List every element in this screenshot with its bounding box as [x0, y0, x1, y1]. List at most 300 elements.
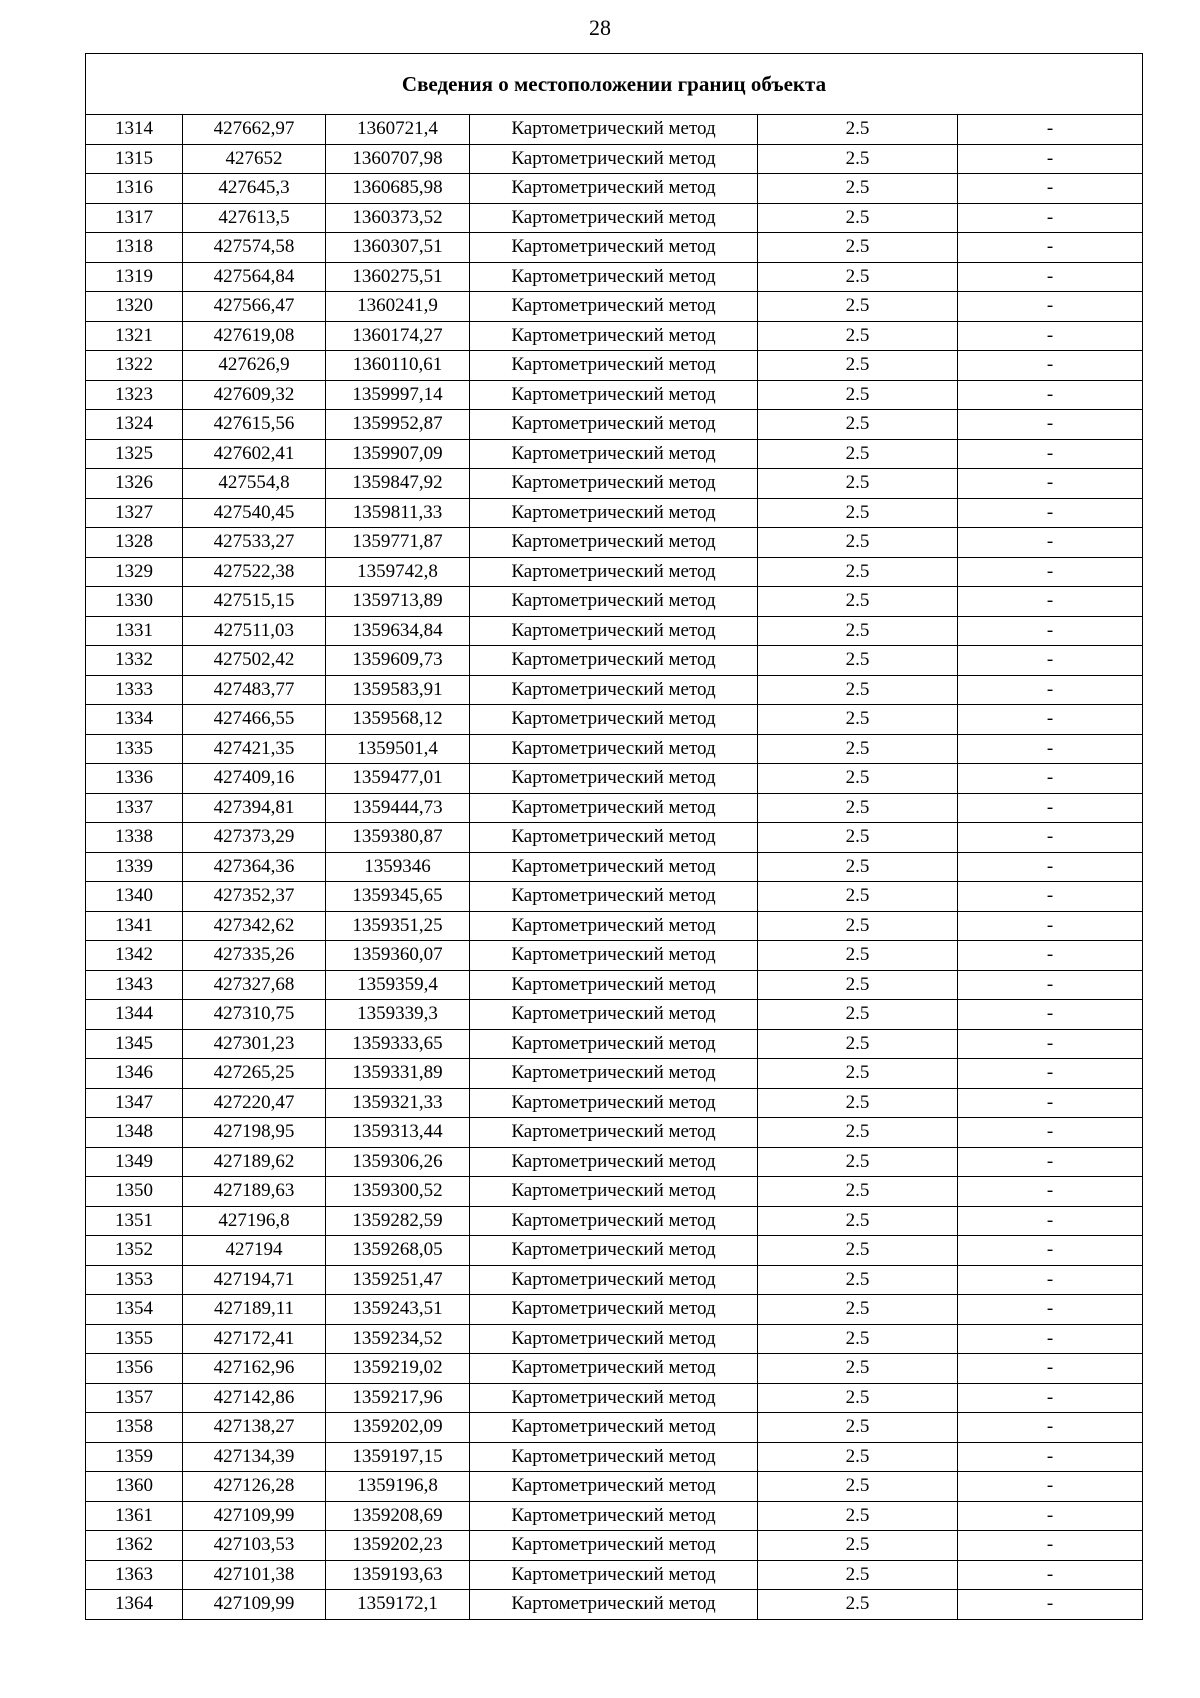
table-row — [86, 1295, 1143, 1325]
method-cell: Картометрический метод — [470, 705, 758, 735]
description-cell: - — [958, 1531, 1143, 1561]
method-cell: Картометрический метод — [470, 1472, 758, 1502]
description-cell: - — [958, 528, 1143, 558]
x-coordinate-cell: 427652 — [183, 144, 326, 174]
table-row — [86, 705, 1143, 735]
method-cell: Картометрический метод — [470, 793, 758, 823]
table-row — [86, 1413, 1143, 1443]
table-row — [86, 1324, 1143, 1354]
y-coordinate-cell: 1360373,52 — [326, 203, 470, 233]
description-cell: - — [958, 144, 1143, 174]
description-cell: - — [958, 1177, 1143, 1207]
description-cell: - — [958, 882, 1143, 912]
accuracy-cell: 2.5 — [758, 970, 958, 1000]
point-number-cell: 1356 — [86, 1354, 183, 1384]
point-number-cell: 1364 — [86, 1590, 183, 1620]
accuracy-cell: 2.5 — [758, 1442, 958, 1472]
table-row — [86, 410, 1143, 440]
table-row — [86, 1265, 1143, 1295]
description-cell: - — [958, 262, 1143, 292]
description-cell: - — [958, 1501, 1143, 1531]
y-coordinate-cell: 1359219,02 — [326, 1354, 470, 1384]
table-row — [86, 528, 1143, 558]
y-coordinate-cell: 1359359,4 — [326, 970, 470, 1000]
y-coordinate-cell: 1359331,89 — [326, 1059, 470, 1089]
description-cell: - — [958, 793, 1143, 823]
x-coordinate-cell: 427335,26 — [183, 941, 326, 971]
point-number-cell: 1320 — [86, 292, 183, 322]
description-cell: - — [958, 1088, 1143, 1118]
table-row — [86, 262, 1143, 292]
method-cell: Картометрический метод — [470, 1206, 758, 1236]
accuracy-cell: 2.5 — [758, 911, 958, 941]
point-number-cell: 1348 — [86, 1118, 183, 1148]
x-coordinate-cell: 427101,38 — [183, 1560, 326, 1590]
accuracy-cell: 2.5 — [758, 380, 958, 410]
point-number-cell: 1360 — [86, 1472, 183, 1502]
method-cell: Картометрический метод — [470, 439, 758, 469]
x-coordinate-cell: 427109,99 — [183, 1501, 326, 1531]
point-number-cell: 1328 — [86, 528, 183, 558]
y-coordinate-cell: 1359251,47 — [326, 1265, 470, 1295]
x-coordinate-cell: 427645,3 — [183, 174, 326, 204]
y-coordinate-cell: 1360721,4 — [326, 115, 470, 145]
table-row — [86, 439, 1143, 469]
point-number-cell: 1342 — [86, 941, 183, 971]
description-cell: - — [958, 852, 1143, 882]
accuracy-cell: 2.5 — [758, 262, 958, 292]
table-row — [86, 292, 1143, 322]
table-row — [86, 587, 1143, 617]
point-number-cell: 1363 — [86, 1560, 183, 1590]
point-number-cell: 1315 — [86, 144, 183, 174]
point-number-cell: 1361 — [86, 1501, 183, 1531]
table-row — [86, 144, 1143, 174]
table-row — [86, 1088, 1143, 1118]
accuracy-cell: 2.5 — [758, 1590, 958, 1620]
table-row — [86, 852, 1143, 882]
description-cell: - — [958, 675, 1143, 705]
x-coordinate-cell: 427566,47 — [183, 292, 326, 322]
accuracy-cell: 2.5 — [758, 1324, 958, 1354]
accuracy-cell: 2.5 — [758, 587, 958, 617]
point-number-cell: 1351 — [86, 1206, 183, 1236]
point-number-cell: 1332 — [86, 646, 183, 676]
x-coordinate-cell: 427194,71 — [183, 1265, 326, 1295]
x-coordinate-cell: 427394,81 — [183, 793, 326, 823]
method-cell: Картометрический метод — [470, 587, 758, 617]
method-cell: Картометрический метод — [470, 1295, 758, 1325]
y-coordinate-cell: 1359268,05 — [326, 1236, 470, 1266]
y-coordinate-cell: 1359321,33 — [326, 1088, 470, 1118]
accuracy-cell: 2.5 — [758, 439, 958, 469]
method-cell: Картометрический метод — [470, 911, 758, 941]
method-cell: Картометрический метод — [470, 1383, 758, 1413]
point-number-cell: 1343 — [86, 970, 183, 1000]
accuracy-cell: 2.5 — [758, 1059, 958, 1089]
x-coordinate-cell: 427662,97 — [183, 115, 326, 145]
method-cell: Картометрический метод — [470, 469, 758, 499]
y-coordinate-cell: 1359333,65 — [326, 1029, 470, 1059]
method-cell: Картометрический метод — [470, 1531, 758, 1561]
point-number-cell: 1319 — [86, 262, 183, 292]
method-cell: Картометрический метод — [470, 144, 758, 174]
description-cell: - — [958, 203, 1143, 233]
method-cell: Картометрический метод — [470, 528, 758, 558]
x-coordinate-cell: 427564,84 — [183, 262, 326, 292]
accuracy-cell: 2.5 — [758, 616, 958, 646]
point-number-cell: 1335 — [86, 734, 183, 764]
method-cell: Картометрический метод — [470, 616, 758, 646]
point-number-cell: 1344 — [86, 1000, 183, 1030]
point-number-cell: 1321 — [86, 321, 183, 351]
accuracy-cell: 2.5 — [758, 203, 958, 233]
x-coordinate-cell: 427126,28 — [183, 1472, 326, 1502]
x-coordinate-cell: 427103,53 — [183, 1531, 326, 1561]
method-cell: Картометрический метод — [470, 823, 758, 853]
y-coordinate-cell: 1359952,87 — [326, 410, 470, 440]
table-row — [86, 233, 1143, 263]
y-coordinate-cell: 1359345,65 — [326, 882, 470, 912]
x-coordinate-cell: 427619,08 — [183, 321, 326, 351]
y-coordinate-cell: 1359306,26 — [326, 1147, 470, 1177]
x-coordinate-cell: 427533,27 — [183, 528, 326, 558]
method-cell: Картометрический метод — [470, 882, 758, 912]
y-coordinate-cell: 1359713,89 — [326, 587, 470, 617]
table-row — [86, 498, 1143, 528]
y-coordinate-cell: 1360275,51 — [326, 262, 470, 292]
accuracy-cell: 2.5 — [758, 734, 958, 764]
description-cell: - — [958, 1413, 1143, 1443]
accuracy-cell: 2.5 — [758, 823, 958, 853]
x-coordinate-cell: 427483,77 — [183, 675, 326, 705]
description-cell: - — [958, 1295, 1143, 1325]
method-cell: Картометрический метод — [470, 1147, 758, 1177]
point-number-cell: 1330 — [86, 587, 183, 617]
table-row — [86, 1147, 1143, 1177]
y-coordinate-cell: 1359208,69 — [326, 1501, 470, 1531]
description-cell: - — [958, 941, 1143, 971]
table-row — [86, 1560, 1143, 1590]
point-number-cell: 1318 — [86, 233, 183, 263]
method-cell: Картометрический метод — [470, 1236, 758, 1266]
y-coordinate-cell: 1359609,73 — [326, 646, 470, 676]
description-cell: - — [958, 970, 1143, 1000]
y-coordinate-cell: 1359196,8 — [326, 1472, 470, 1502]
table-row — [86, 380, 1143, 410]
accuracy-cell: 2.5 — [758, 1000, 958, 1030]
y-coordinate-cell: 1359282,59 — [326, 1206, 470, 1236]
x-coordinate-cell: 427172,41 — [183, 1324, 326, 1354]
point-number-cell: 1338 — [86, 823, 183, 853]
method-cell: Картометрический метод — [470, 203, 758, 233]
method-cell: Картометрический метод — [470, 764, 758, 794]
table-row — [86, 1236, 1143, 1266]
point-number-cell: 1346 — [86, 1059, 183, 1089]
y-coordinate-cell: 1359193,63 — [326, 1560, 470, 1590]
page-number: 28 — [589, 15, 611, 40]
table-row — [86, 351, 1143, 381]
accuracy-cell: 2.5 — [758, 410, 958, 440]
method-cell: Картометрический метод — [470, 410, 758, 440]
x-coordinate-cell: 427310,75 — [183, 1000, 326, 1030]
accuracy-cell: 2.5 — [758, 1029, 958, 1059]
table-row — [86, 1206, 1143, 1236]
method-cell: Картометрический метод — [470, 1088, 758, 1118]
description-cell: - — [958, 557, 1143, 587]
x-coordinate-cell: 427502,42 — [183, 646, 326, 676]
accuracy-cell: 2.5 — [758, 1560, 958, 1590]
description-cell: - — [958, 498, 1143, 528]
description-cell: - — [958, 1265, 1143, 1295]
table-row — [86, 970, 1143, 1000]
description-cell: - — [958, 616, 1143, 646]
method-cell: Картометрический метод — [470, 1560, 758, 1590]
description-cell: - — [958, 1590, 1143, 1620]
accuracy-cell: 2.5 — [758, 233, 958, 263]
point-number-cell: 1354 — [86, 1295, 183, 1325]
method-cell: Картометрический метод — [470, 1354, 758, 1384]
description-cell: - — [958, 1059, 1143, 1089]
point-number-cell: 1326 — [86, 469, 183, 499]
point-number-cell: 1345 — [86, 1029, 183, 1059]
accuracy-cell: 2.5 — [758, 1501, 958, 1531]
point-number-cell: 1333 — [86, 675, 183, 705]
x-coordinate-cell: 427554,8 — [183, 469, 326, 499]
point-number-cell: 1353 — [86, 1265, 183, 1295]
point-number-cell: 1347 — [86, 1088, 183, 1118]
accuracy-cell: 2.5 — [758, 1118, 958, 1148]
x-coordinate-cell: 427162,96 — [183, 1354, 326, 1384]
table-row — [86, 941, 1143, 971]
y-coordinate-cell: 1360707,98 — [326, 144, 470, 174]
x-coordinate-cell: 427109,99 — [183, 1590, 326, 1620]
method-cell: Картометрический метод — [470, 970, 758, 1000]
x-coordinate-cell: 427189,63 — [183, 1177, 326, 1207]
table-row — [86, 1383, 1143, 1413]
method-cell: Картометрический метод — [470, 351, 758, 381]
y-coordinate-cell: 1360174,27 — [326, 321, 470, 351]
y-coordinate-cell: 1359234,52 — [326, 1324, 470, 1354]
accuracy-cell: 2.5 — [758, 882, 958, 912]
table-row — [86, 1501, 1143, 1531]
description-cell: - — [958, 1354, 1143, 1384]
y-coordinate-cell: 1359339,3 — [326, 1000, 470, 1030]
accuracy-cell: 2.5 — [758, 292, 958, 322]
coordinates-table — [85, 53, 1143, 1620]
table-title: Сведения о местоположении границ объекта — [86, 54, 1143, 115]
accuracy-cell: 2.5 — [758, 1265, 958, 1295]
point-number-cell: 1316 — [86, 174, 183, 204]
y-coordinate-cell: 1359568,12 — [326, 705, 470, 735]
x-coordinate-cell: 427609,32 — [183, 380, 326, 410]
method-cell: Картометрический метод — [470, 380, 758, 410]
description-cell: - — [958, 321, 1143, 351]
x-coordinate-cell: 427602,41 — [183, 439, 326, 469]
point-number-cell: 1358 — [86, 1413, 183, 1443]
description-cell: - — [958, 1324, 1143, 1354]
description-cell: - — [958, 439, 1143, 469]
y-coordinate-cell: 1359811,33 — [326, 498, 470, 528]
method-cell: Картометрический метод — [470, 1265, 758, 1295]
description-cell: - — [958, 1560, 1143, 1590]
method-cell: Картометрический метод — [470, 646, 758, 676]
method-cell: Картометрический метод — [470, 557, 758, 587]
point-number-cell: 1327 — [86, 498, 183, 528]
point-number-cell: 1359 — [86, 1442, 183, 1472]
description-cell: - — [958, 1442, 1143, 1472]
accuracy-cell: 2.5 — [758, 144, 958, 174]
point-number-cell: 1324 — [86, 410, 183, 440]
x-coordinate-cell: 427198,95 — [183, 1118, 326, 1148]
x-coordinate-cell: 427301,23 — [183, 1029, 326, 1059]
x-coordinate-cell: 427540,45 — [183, 498, 326, 528]
y-coordinate-cell: 1359444,73 — [326, 793, 470, 823]
accuracy-cell: 2.5 — [758, 705, 958, 735]
method-cell: Картометрический метод — [470, 233, 758, 263]
table-row — [86, 646, 1143, 676]
table-row — [86, 1531, 1143, 1561]
x-coordinate-cell: 427265,25 — [183, 1059, 326, 1089]
x-coordinate-cell: 427327,68 — [183, 970, 326, 1000]
method-cell: Картометрический метод — [470, 1029, 758, 1059]
point-number-cell: 1339 — [86, 852, 183, 882]
point-number-cell: 1325 — [86, 439, 183, 469]
accuracy-cell: 2.5 — [758, 764, 958, 794]
table-row — [86, 174, 1143, 204]
table-row — [86, 1472, 1143, 1502]
method-cell: Картометрический метод — [470, 321, 758, 351]
y-coordinate-cell: 1359634,84 — [326, 616, 470, 646]
table-row — [86, 793, 1143, 823]
accuracy-cell: 2.5 — [758, 1206, 958, 1236]
description-cell: - — [958, 1383, 1143, 1413]
y-coordinate-cell: 1359380,87 — [326, 823, 470, 853]
method-cell: Картометрический метод — [470, 292, 758, 322]
y-coordinate-cell: 1359313,44 — [326, 1118, 470, 1148]
x-coordinate-cell: 427352,37 — [183, 882, 326, 912]
description-cell: - — [958, 705, 1143, 735]
y-coordinate-cell: 1359351,25 — [326, 911, 470, 941]
point-number-cell: 1362 — [86, 1531, 183, 1561]
method-cell: Картометрический метод — [470, 174, 758, 204]
table-row — [86, 1029, 1143, 1059]
method-cell: Картометрический метод — [470, 675, 758, 705]
method-cell: Картометрический метод — [470, 734, 758, 764]
y-coordinate-cell: 1359202,09 — [326, 1413, 470, 1443]
accuracy-cell: 2.5 — [758, 557, 958, 587]
y-coordinate-cell: 1359217,96 — [326, 1383, 470, 1413]
description-cell: - — [958, 1118, 1143, 1148]
y-coordinate-cell: 1360110,61 — [326, 351, 470, 381]
x-coordinate-cell: 427373,29 — [183, 823, 326, 853]
table-row — [86, 1059, 1143, 1089]
description-cell: - — [958, 469, 1143, 499]
point-number-cell: 1349 — [86, 1147, 183, 1177]
accuracy-cell: 2.5 — [758, 1354, 958, 1384]
y-coordinate-cell: 1359197,15 — [326, 1442, 470, 1472]
point-number-cell: 1350 — [86, 1177, 183, 1207]
accuracy-cell: 2.5 — [758, 1147, 958, 1177]
method-cell: Картометрический метод — [470, 1118, 758, 1148]
accuracy-cell: 2.5 — [758, 1383, 958, 1413]
description-cell: - — [958, 587, 1143, 617]
method-cell: Картометрический метод — [470, 1059, 758, 1089]
method-cell: Картометрический метод — [470, 1000, 758, 1030]
table-row — [86, 911, 1143, 941]
method-cell: Картометрический метод — [470, 115, 758, 145]
x-coordinate-cell: 427574,58 — [183, 233, 326, 263]
y-coordinate-cell: 1359997,14 — [326, 380, 470, 410]
table-row — [86, 1000, 1143, 1030]
x-coordinate-cell: 427421,35 — [183, 734, 326, 764]
point-number-cell: 1357 — [86, 1383, 183, 1413]
x-coordinate-cell: 427626,9 — [183, 351, 326, 381]
accuracy-cell: 2.5 — [758, 675, 958, 705]
x-coordinate-cell: 427409,16 — [183, 764, 326, 794]
accuracy-cell: 2.5 — [758, 1177, 958, 1207]
y-coordinate-cell: 1360685,98 — [326, 174, 470, 204]
method-cell: Картометрический метод — [470, 1413, 758, 1443]
y-coordinate-cell: 1360241,9 — [326, 292, 470, 322]
accuracy-cell: 2.5 — [758, 793, 958, 823]
point-number-cell: 1334 — [86, 705, 183, 735]
description-cell: - — [958, 115, 1143, 145]
y-coordinate-cell: 1359202,23 — [326, 1531, 470, 1561]
accuracy-cell: 2.5 — [758, 115, 958, 145]
description-cell: - — [958, 351, 1143, 381]
point-number-cell: 1355 — [86, 1324, 183, 1354]
description-cell: - — [958, 292, 1143, 322]
x-coordinate-cell: 427138,27 — [183, 1413, 326, 1443]
accuracy-cell: 2.5 — [758, 1295, 958, 1325]
y-coordinate-cell: 1359346 — [326, 852, 470, 882]
point-number-cell: 1331 — [86, 616, 183, 646]
accuracy-cell: 2.5 — [758, 852, 958, 882]
description-cell: - — [958, 410, 1143, 440]
table-title-row — [86, 54, 1143, 115]
table-row — [86, 1354, 1143, 1384]
description-cell: - — [958, 734, 1143, 764]
description-cell: - — [958, 1000, 1143, 1030]
x-coordinate-cell: 427142,86 — [183, 1383, 326, 1413]
table-row — [86, 557, 1143, 587]
description-cell: - — [958, 1206, 1143, 1236]
table-row — [86, 1118, 1143, 1148]
table-row — [86, 823, 1143, 853]
method-cell: Картометрический метод — [470, 1501, 758, 1531]
point-number-cell: 1329 — [86, 557, 183, 587]
y-coordinate-cell: 1359583,91 — [326, 675, 470, 705]
accuracy-cell: 2.5 — [758, 646, 958, 676]
y-coordinate-cell: 1359360,07 — [326, 941, 470, 971]
y-coordinate-cell: 1359300,52 — [326, 1177, 470, 1207]
table-row — [86, 734, 1143, 764]
table-row — [86, 616, 1143, 646]
point-number-cell: 1314 — [86, 115, 183, 145]
description-cell: - — [958, 1472, 1143, 1502]
y-coordinate-cell: 1359477,01 — [326, 764, 470, 794]
point-number-cell: 1340 — [86, 882, 183, 912]
y-coordinate-cell: 1359742,8 — [326, 557, 470, 587]
accuracy-cell: 2.5 — [758, 1088, 958, 1118]
accuracy-cell: 2.5 — [758, 174, 958, 204]
accuracy-cell: 2.5 — [758, 1236, 958, 1266]
y-coordinate-cell: 1359243,51 — [326, 1295, 470, 1325]
point-number-cell: 1317 — [86, 203, 183, 233]
y-coordinate-cell: 1360307,51 — [326, 233, 470, 263]
point-number-cell: 1352 — [86, 1236, 183, 1266]
